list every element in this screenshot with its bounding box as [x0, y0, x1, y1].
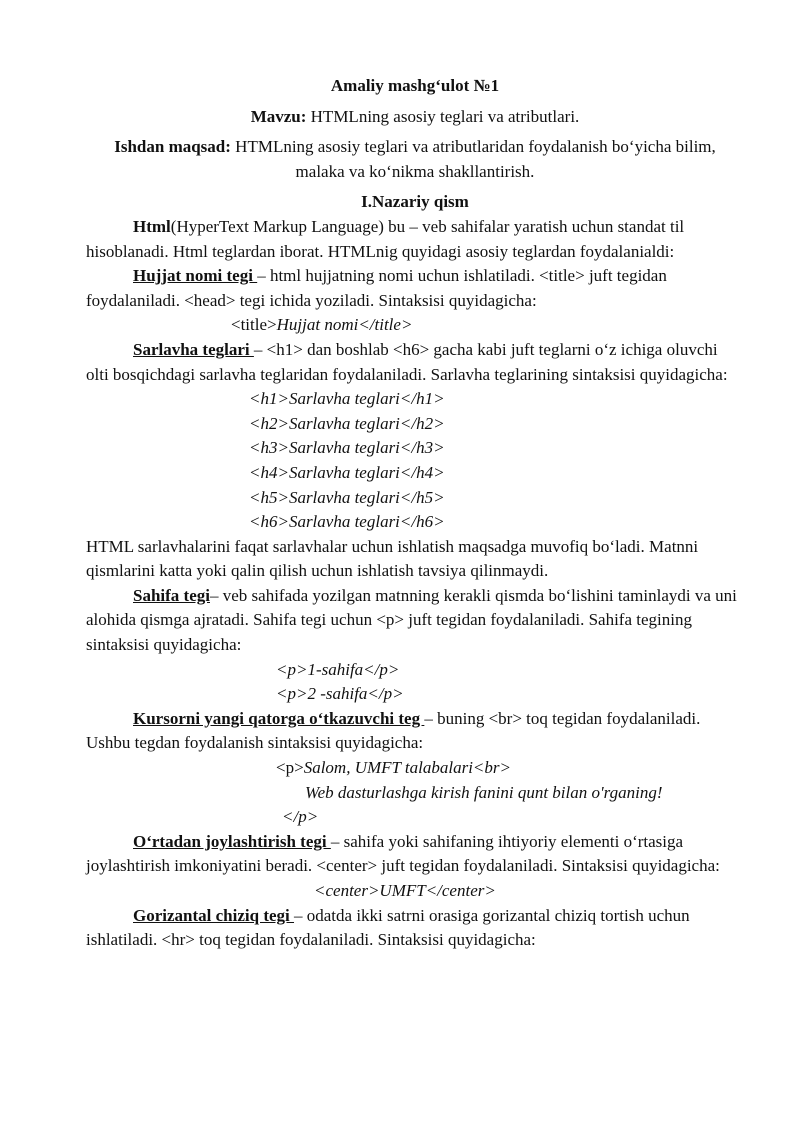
br-tag-term: Kursorni yangi qatorga o‘tkazuvchi teg	[133, 708, 425, 728]
title-tag-code	[86, 313, 744, 338]
paragraph-tag-term: Sahifa tegi	[133, 585, 210, 605]
paragraph-code-line: <p>1-sahifa</p>	[276, 659, 400, 679]
heading-code-line: <h4>Sarlavha teglari</h4>	[249, 462, 445, 482]
paragraph-code-line: <p>2 -sahifa</p>	[276, 684, 404, 704]
br-tag-text: – buning <br> toq tegidan foydalaniladi. Ushbu tegdan foydalanish sintaksisi quyidagicha:	[86, 708, 701, 753]
heading-tags-term: Sarlavha teglari	[133, 339, 254, 359]
title-tag-paragraph	[86, 264, 744, 313]
center-code-line: <center>UMFT</center>	[314, 881, 496, 900]
br-code-line-1	[86, 756, 744, 781]
intro-term: Html	[133, 216, 171, 236]
br-code-close: </p>	[282, 807, 319, 827]
hr-tag-paragraph	[86, 904, 744, 953]
goal-label: Ishdan maqsad:	[114, 137, 231, 157]
heading-code-line: <h5>Sarlavha teglari</h5>	[249, 487, 445, 507]
title-tag-code-inner: Hujjat nomi</title>	[276, 315, 413, 335]
paragraph-tag-text: – veb sahifada yozilgan matnning kerakli qismda bo‘lishini taminlaydi va uni alohida qismga ajratadi. Sahifa tegi uchun <p> juft tegidan foydalaniladi. Sahifa tegining sintaksisi quyidagicha:	[86, 585, 737, 655]
intro-paragraph	[86, 215, 744, 264]
heading-code-line: <h1>Sarlavha teglari</h1>	[249, 389, 445, 409]
title-tag-text: – html hujjatning nomi uchun ishlatiladi. <title> juft tegidan foydalaniladi. <head> tegi ichida yoziladi. Sintaksisi quyidagicha:	[86, 266, 667, 310]
heading-code-line: <h3>Sarlavha teglari</h3>	[249, 438, 445, 458]
br-code-open: <p>	[276, 758, 304, 778]
section-title: I.Nazariy qism	[361, 192, 469, 212]
topic-line	[86, 105, 744, 130]
goal-line	[86, 135, 744, 184]
goal-text: HTMLning asosiy teglari va atributlaridan foydalanish bo‘yicha bilim, malaka va ko‘nikma shakllantirish.	[230, 137, 716, 181]
heading-note: HTML sarlavhalarini faqat sarlavhalar uchun ishlatish maqsadga muvofiq bo‘ladi. Matnni qismlarini katta yoki qalin qilish uchun ishlatish tavsiya qilinmaydi.	[86, 536, 699, 581]
center-tag-term: O‘rtadan joylashtirish tegi	[133, 831, 331, 851]
title-tag-code-open: <title>	[231, 315, 277, 335]
paragraph-tag-paragraph	[86, 584, 744, 658]
center-tag-paragraph	[86, 830, 744, 879]
intro-text: (HyperText Markup Language) bu – veb sahifalar yaratish uchun standat til hisoblanadi. Html teglardan iborat. HTMLnig quyidagi asosiy teglardan foydalanialdi:	[86, 216, 685, 261]
br-code-text-1: Salom, UMFT talabalari<br>	[303, 758, 511, 778]
br-tag-paragraph	[86, 707, 744, 756]
heading-tags-text: – <h1> dan boshlab <h6> gacha kabi juft teglarni o‘z ichiga oluvchi olti bosqichdagi sarlavha teglaridan foydalaniladi. Sarlavha teglarining sintaksisi quyidagicha:	[86, 339, 728, 384]
center-tag-text: – sahifa yoki sahifaning ihtiyoriy elementi o‘rtasiga joylashtirish imkoniyatini beradi. <center> juft tegidan foydalaniladi. Sintaksisi quyidagicha:	[86, 831, 720, 876]
document-title: Amaliy mashg‘ulot №1	[330, 76, 500, 95]
topic-text: HTMLning asosiy teglari va atributlari.	[306, 106, 580, 126]
heading-tags-paragraph	[86, 338, 744, 387]
topic-label: Mavzu:	[250, 106, 307, 126]
heading-code-line: <h2>Sarlavha teglari</h2>	[249, 413, 445, 433]
heading-code-line: <h6>Sarlavha teglari</h6>	[249, 512, 445, 532]
hr-tag-text: – odatda ikki satrni orasiga gorizantal chiziq tortish uchun ishlatiladi. <hr> toq tegidan foydalaniladi. Sintaksisi quyidagicha:	[86, 905, 690, 950]
title-tag-term: Hujjat nomi tegi	[133, 266, 258, 286]
br-code-line-2: Web dasturlashga kirish fanini qunt bilan o'rganing!	[305, 782, 663, 802]
hr-tag-term: Gorizantal chiziq tegi	[133, 905, 295, 925]
